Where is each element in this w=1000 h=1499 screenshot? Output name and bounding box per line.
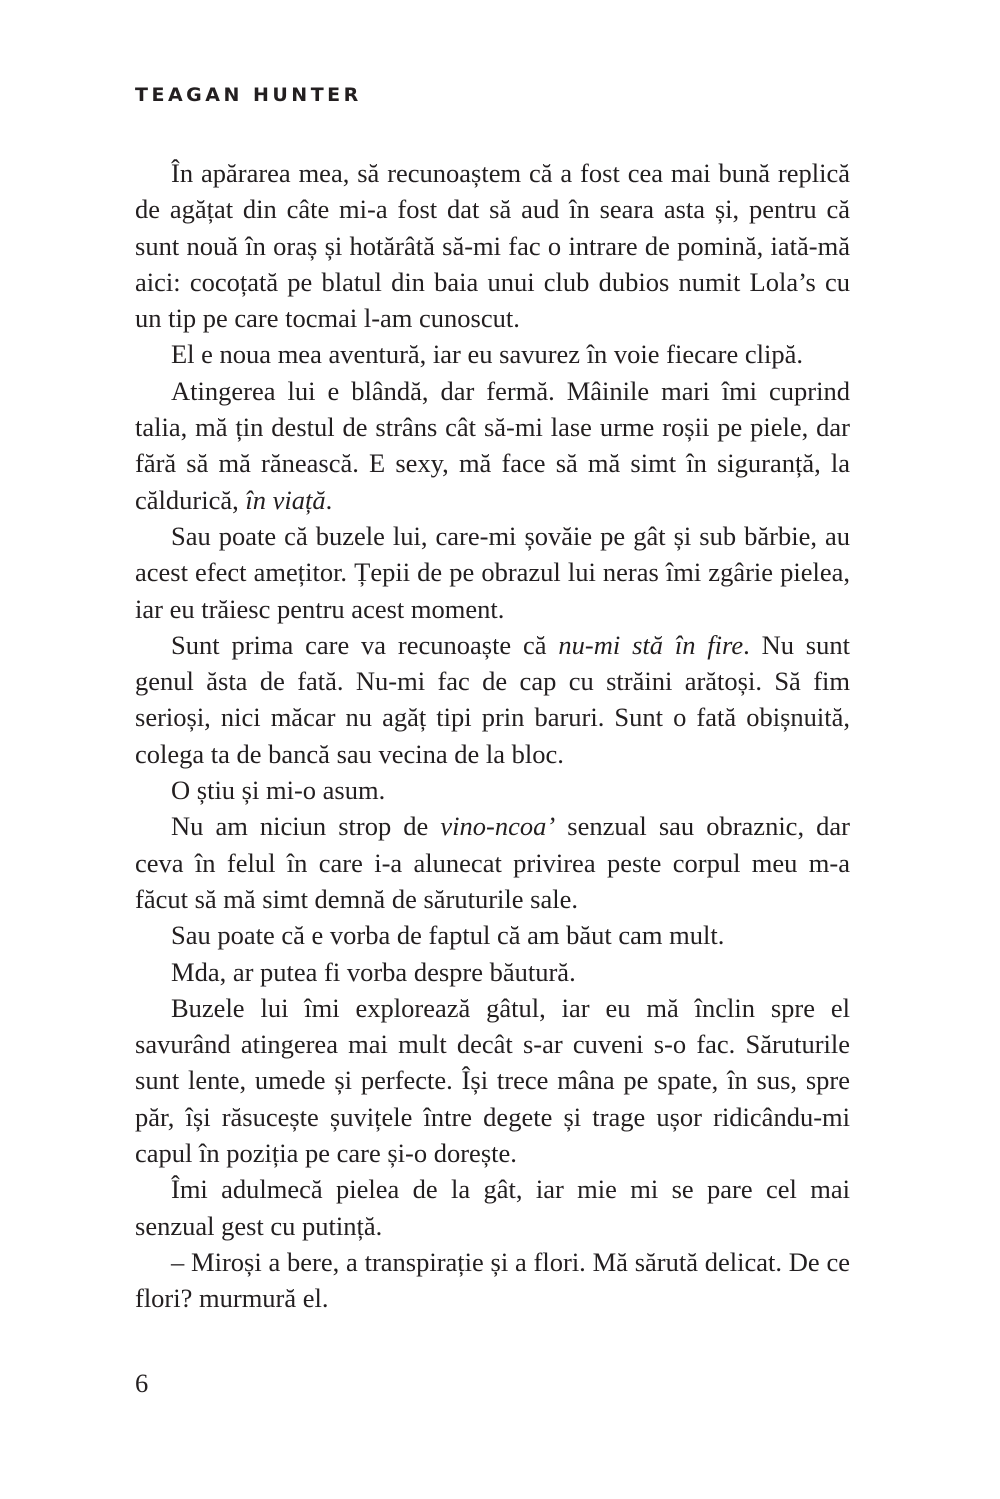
paragraph [135, 917, 850, 953]
page-number: 6 [135, 1368, 149, 1398]
paragraph [135, 1244, 850, 1317]
italic-segment: în viață [245, 484, 326, 515]
paragraph [135, 954, 850, 990]
running-header-author: TEAGAN HUNTER [135, 84, 362, 106]
text-segment: O știu și mi-o asum. [171, 775, 386, 806]
text-segment: În apărarea mea, să recunoaștem că a fost cea mai bună replică de agățat din câte mi-a fost dat să aud în seara asta și, pentru că sunt nouă în oraș și hotărâtă să-mi fac o intrare de pomină, iată-mă aici: cocoțată pe blatul din baia unui club dubios numit Lola’s cu un tip pe care tocmai l-am cunoscut. [135, 158, 850, 334]
text-segment: – Miroși a bere, a transpirație și a flori. Mă sărută delicat. De ce flori? murmură el. [135, 1246, 850, 1314]
text-segment: Sau poate că buzele lui, care-mi șovăie pe gât și sub bărbie, au acest efect amețitor. Țepii de pe obrazul lui neras îmi zgârie pielea, iar eu trăiesc pentru acest moment. [135, 520, 850, 624]
text-segment: Buzele lui îmi explorează gâtul, iar eu mă înclin spre el savurând atingerea mai mult decât s-ar cuveni s-o fac. Săruturile sunt lente, umede și perfecte. Își trece mâna pe spate, în sus, spre păr, își răsucește șuvițele între degete și trage ușor ridicându-mi capul în poziția pe care și-o dorește. [135, 992, 850, 1169]
paragraph [135, 772, 850, 808]
paragraph [135, 808, 850, 917]
text-segment: . [325, 484, 333, 515]
text-segment: Sunt prima care va recunoaște că [171, 629, 559, 660]
text-segment: Mda, ar putea fi vorba despre băutură. [171, 956, 576, 987]
paragraph [135, 518, 850, 627]
text-segment: Atingerea lui e blândă, dar fermă. Mâinile mari îmi cuprind talia, mă țin destul de strâns cât să-mi lase urme roșii pe piele, dar fără să mă rănească. E sexy, mă face să mă simt în siguranță, la căldurică, [135, 375, 850, 515]
paragraph [135, 627, 850, 772]
text-segment: Îmi adulmecă pielea de la gât, iar mie mi se pare cel mai senzual gest cu putință. [135, 1174, 850, 1241]
text-segment: senzual sau obraznic, dar ceva în felul în care i-a alunecat privirea peste corpul meu m-a făcut să mă simt demnă de săruturile sale. [135, 811, 850, 914]
paragraph [135, 373, 850, 518]
italic-segment: vino-ncoa’ [440, 811, 556, 842]
paragraph [135, 1171, 850, 1244]
italic-segment: nu-mi stă în fire [558, 629, 744, 660]
text-segment: Nu am niciun strop de [171, 811, 441, 842]
paragraph [135, 155, 850, 336]
paragraph [135, 990, 850, 1171]
body-text [135, 155, 850, 1317]
text-segment: Sau poate că e vorba de faptul că am băut cam mult. [171, 920, 725, 951]
text-segment: El e noua mea aventură, iar eu savurez în voie fiecare clipă. [171, 339, 803, 370]
paragraph [135, 336, 850, 372]
text-segment: . Nu sunt genul ăsta de fată. Nu-mi fac de cap cu străini arătoși. Să fim serioși, nici măcar nu agăț tipi prin baruri. Sunt o fată obișnuită, colega ta de bancă sau vecina de la bloc. [135, 629, 850, 769]
